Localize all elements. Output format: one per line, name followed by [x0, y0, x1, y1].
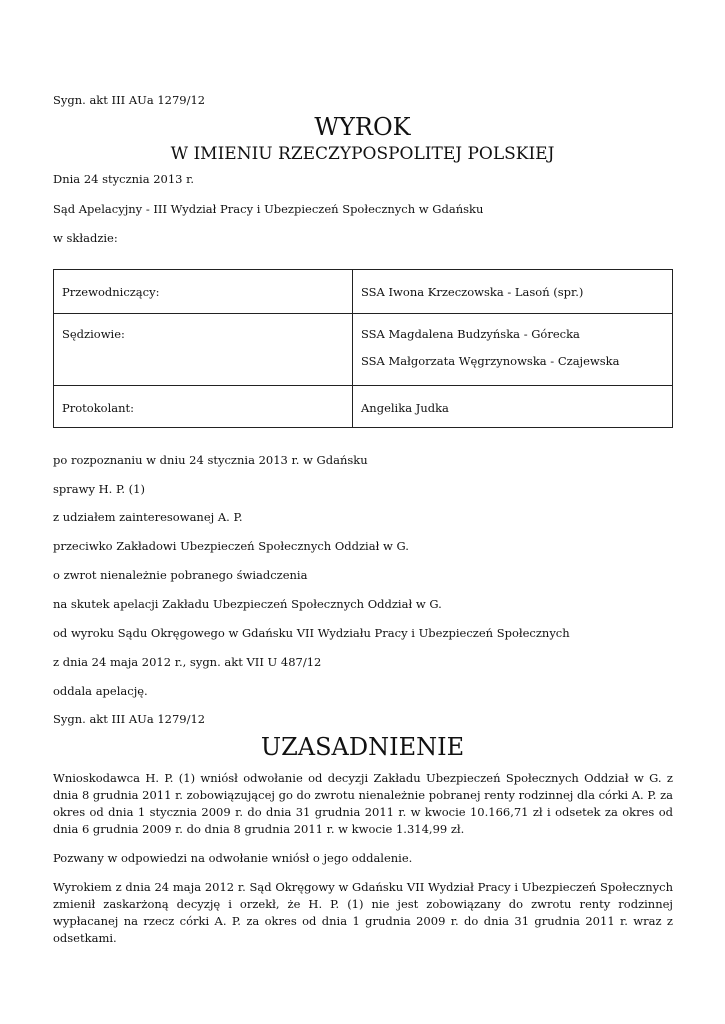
judge-name: SSA Magdalena Budzyńska - Górecka	[361, 327, 580, 341]
ruling-line: przeciwko Zakładowi Ubezpieczeń Społecznych Oddział w G.	[53, 539, 409, 553]
justification-title: UZASADNIENIE	[260, 733, 465, 761]
ruling-line: o zwrot nienależnie pobranego świadczenia	[53, 568, 308, 582]
court-composition-table	[53, 269, 673, 428]
ruling-line: po rozpoznaniu w dniu 24 stycznia 2013 r. w Gdańsku	[53, 453, 368, 467]
document-subtitle: W IMIENIU RZECZYPOSPOLITEJ POLSKIEJ	[170, 144, 555, 164]
ruling-line: na skutek apelacji Zakładu Ubezpieczeń Społecznych Oddział w G.	[53, 597, 442, 611]
ruling-line: z udziałem zainteresowanej A. P.	[53, 510, 243, 524]
case-number: Sygn. akt III AUa 1279/12	[53, 93, 206, 107]
ruling-line: z dnia 24 maja 2012 r., sygn. akt VII U 487/12	[53, 655, 322, 669]
composition-row	[54, 314, 673, 386]
ruling-line: od wyroku Sądu Okręgowego w Gdańsku VII Wydziału Pracy i Ubezpieczeń Społecznych	[53, 626, 570, 640]
document-title: WYROK	[314, 113, 411, 141]
ruling-line: sprawy H. P. (1)	[53, 482, 145, 496]
judgment-date: Dnia 24 stycznia 2013 r.	[53, 172, 195, 186]
role-cell: Przewodniczący:	[54, 270, 353, 314]
composition-row	[54, 270, 673, 314]
justification-paragraph: Wnioskodawca H. P. (1) wniósł odwołanie od decyzji Zakładu Ubezpieczeń Społecznych Oddział w G. z dnia 8 grudnia 2011 r. zobowiązującej go do zwrotu nienależnie pobranej renty rodzinnej dla córki A. P. za okres od dnia 1 stycznia 2009 r. do dnia 31 grudnia 2011 r. w kwocie 10.166,71 zł i odsetek za okres od dnia 6 grudnia 2009 r. do dnia 8 grudnia 2011 r. w kwocie 1.314,99 zł.	[53, 771, 673, 836]
names-cell	[353, 314, 673, 386]
composition-row	[54, 386, 673, 428]
composition-intro: w składzie:	[53, 231, 118, 245]
role-cell: Protokolant:	[54, 386, 353, 428]
justification-paragraph: Pozwany w odpowiedzi na odwołanie wniósł o jego oddalenie.	[53, 851, 413, 865]
role-cell: Sędziowie:	[54, 314, 353, 386]
names-cell	[353, 386, 673, 428]
judge-name: SSA Małgorzata Węgrzynowska - Czajewska	[361, 354, 620, 368]
case-number-repeat: Sygn. akt III AUa 1279/12	[53, 712, 206, 726]
court-name: Sąd Apelacyjny - III Wydział Pracy i Ubezpieczeń Społecznych w Gdańsku	[53, 202, 484, 216]
ruling-verdict: oddala apelację.	[53, 684, 148, 698]
justification-paragraph: Wyrokiem z dnia 24 maja 2012 r. Sąd Okręgowy w Gdańsku VII Wydział Pracy i Ubezpieczeń Społecznych zmienił zaskarżoną decyzję i orzekł, że H. P. (1) nie jest zobowiązany do zwrotu renty rodzinnej wypłacanej na rzecz córki A. P. za okres od dnia 1 grudnia 2009 r. do dnia 31 grudnia 2011 r. wraz z odsetkami.	[53, 880, 673, 945]
judge-name: SSA Iwona Krzeczowska - Lasoń (spr.)	[361, 285, 584, 299]
clerk-name: Angelika Judka	[361, 401, 449, 415]
names-cell	[353, 270, 673, 314]
